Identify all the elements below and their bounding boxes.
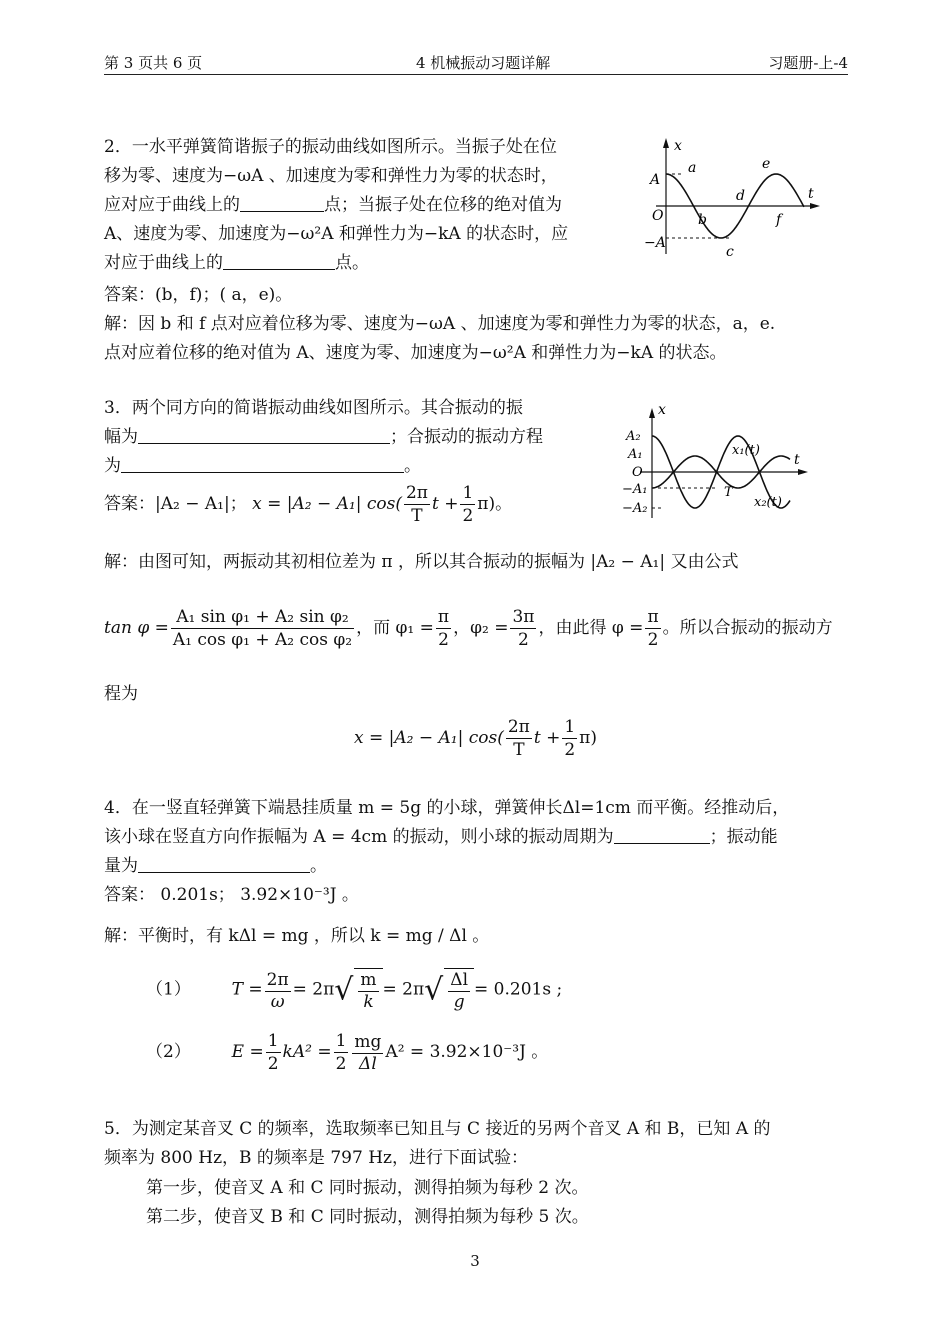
q3-fig-x: x bbox=[658, 402, 666, 418]
header-right: 习题册-上-4 bbox=[768, 54, 848, 72]
q4-answer: 答案： 0.201s； 3.92×10⁻³J 。 bbox=[104, 885, 359, 905]
q2-fig-d: d bbox=[736, 188, 745, 204]
q2-fig-negA: −A bbox=[644, 235, 666, 251]
page-header bbox=[104, 50, 848, 75]
q2-line5: 对应于曲线上的 点。 bbox=[104, 253, 369, 273]
header-center: 4 机械振动习题详解 bbox=[416, 54, 551, 72]
q2-line4: A、速度为零、加速度为−ω²A 和弹性力为−kA 的状态时，应 bbox=[104, 224, 569, 244]
q3-final-equation: x = |A₂ − A₁| cos( $\frac{2\pi}{T}$ t + $\frac{1}{2}$ π) bbox=[354, 717, 597, 760]
q3-blank-1[interactable] bbox=[138, 425, 390, 444]
q2-fig-A: A bbox=[650, 172, 661, 188]
q2-vibration-graph bbox=[636, 132, 828, 262]
q4-blank-1[interactable] bbox=[614, 825, 710, 844]
q4-equation-2: （2） E = $\frac{1}{2}$ kA² = $\frac{1}{2}$ $\frac{mg}{\Delta l} A^2 = 3.92\times 10^{-3}J$ 。 bbox=[146, 1031, 549, 1074]
q2-line2: 移为零、速度为−ωA 、加速度为零和弹性力为零的状态时， bbox=[104, 166, 558, 186]
q3-fig-O: O bbox=[632, 465, 643, 480]
q2-fig-O: O bbox=[652, 208, 664, 224]
q2-fig-t: t bbox=[808, 186, 814, 202]
q3-fig-A1: A₁ bbox=[628, 447, 643, 462]
q2-line1: 2．一水平弹簧简谐振子的振动曲线如图所示。当振子处在位 bbox=[104, 137, 557, 157]
q2-fig-f: f bbox=[776, 212, 782, 228]
q5-line2: 频率为 800 Hz，B 的频率是 797 Hz，进行下面试验： bbox=[104, 1148, 528, 1168]
q2-blank-1[interactable] bbox=[240, 193, 324, 212]
q2-fig-x: x bbox=[674, 138, 682, 154]
q3-fig-A2: A₂ bbox=[626, 429, 641, 444]
q3-line1: 3．两个同方向的简谐振动曲线如图所示。其合振动的振 bbox=[104, 398, 523, 418]
q5-line1: 5．为测定某音叉 C 的频率，选取频率已知且与 C 接近的另两个音叉 A 和 B，已知 A 的 bbox=[104, 1119, 771, 1139]
q2-solution-1: 解：因 b 和 f 点对应着位移为零、速度为−ωA 、加速度为零和弹性力为零的状态，a，e. bbox=[104, 314, 776, 334]
q3-fig-t: t bbox=[794, 452, 800, 468]
q3-vibration-graph bbox=[618, 400, 818, 522]
q4-line2: 该小球在竖直方向作振幅为 A = 4cm 的振动，则小球的振动周期为 ；振动能 bbox=[104, 827, 778, 847]
q4-blank-2[interactable] bbox=[138, 854, 310, 873]
q2-solution-2: 点对应着位移的绝对值为 A、速度为零、加速度为−ω²A 和弹性力为−kA 的状态。 bbox=[104, 343, 727, 363]
q2-fig-b: b bbox=[698, 212, 707, 228]
q5-step1: 第一步，使音叉 A 和 C 同时振动，测得拍频为每秒 2 次。 bbox=[146, 1178, 589, 1198]
q3-fig-negA2: −A₂ bbox=[622, 501, 648, 516]
q3-answer: 答案：|A₂ − A₁|； x = |A₂ − A₁| cos( $\frac{2\pi}{T}$ t + $\frac{1}{2}$ π)。 bbox=[104, 483, 513, 526]
q2-line3: 应对应于曲线上的 点；当振子处在位移的绝对值为 bbox=[104, 195, 562, 215]
q2-fig-e: e bbox=[762, 156, 771, 172]
q3-blank-2[interactable] bbox=[121, 454, 404, 473]
q3-solution-3: 程为 bbox=[104, 684, 138, 704]
q2-fig-c: c bbox=[726, 244, 734, 260]
page-number: 3 bbox=[470, 1252, 480, 1270]
header-left: 第 3 页共 6 页 bbox=[104, 54, 203, 72]
q4-line3: 量为 。 bbox=[104, 856, 327, 876]
q3-fig-x2: x₂(t) bbox=[754, 495, 782, 510]
q3-line3: 为 。 bbox=[104, 456, 421, 476]
q4-solution: 解：平衡时，有 kΔl = mg ，所以 k = mg / Δl 。 bbox=[104, 926, 490, 946]
q5-step2: 第二步，使音叉 B 和 C 同时振动，测得拍频为每秒 5 次。 bbox=[146, 1207, 589, 1227]
q2-answer: 答案：(b，f)；( a，e)。 bbox=[104, 285, 293, 305]
q3-line2: 幅为 ；合振动的振动方程 bbox=[104, 427, 543, 447]
q3-fig-T: T bbox=[724, 485, 733, 500]
q3-solution-1: 解：由图可知，两振动其初相位差为 π ，所以其合振动的振幅为 |A₂ − A₁| 又由公式 bbox=[104, 552, 739, 572]
q3-fig-negA1: −A₁ bbox=[622, 482, 648, 497]
q4-equation-1: （1） T = $\frac{2\pi}{\omega} = 2\pi√$ $\frac{m}{k} = 2\pi√$ $\frac{\Delta l}{g} = 0.201s$ ; bbox=[146, 969, 563, 1012]
q3-tan-formula: tan φ = $\frac{\text{A₁ sin φ₁ + A₂ sin φ₂}}{\text{A₁ cos φ₁ + A₂ cos φ₂}}$ ，而 φ₁ = $\frac{\pi}{2}$ ，φ₂ = $\frac{3\pi}{2}$ ，由此得 φ = $\frac{\pi}{2}$ 。所以合振动的振动方 bbox=[104, 607, 833, 650]
q4-line1: 4．在一竖直轻弹簧下端悬挂质量 m = 5g 的小球，弹簧伸长Δl=1cm 而平衡。经推动后， bbox=[104, 798, 790, 818]
q2-blank-2[interactable] bbox=[223, 251, 335, 270]
q3-fig-x1: x₁(t) bbox=[732, 443, 760, 458]
q2-fig-a: a bbox=[688, 160, 697, 176]
